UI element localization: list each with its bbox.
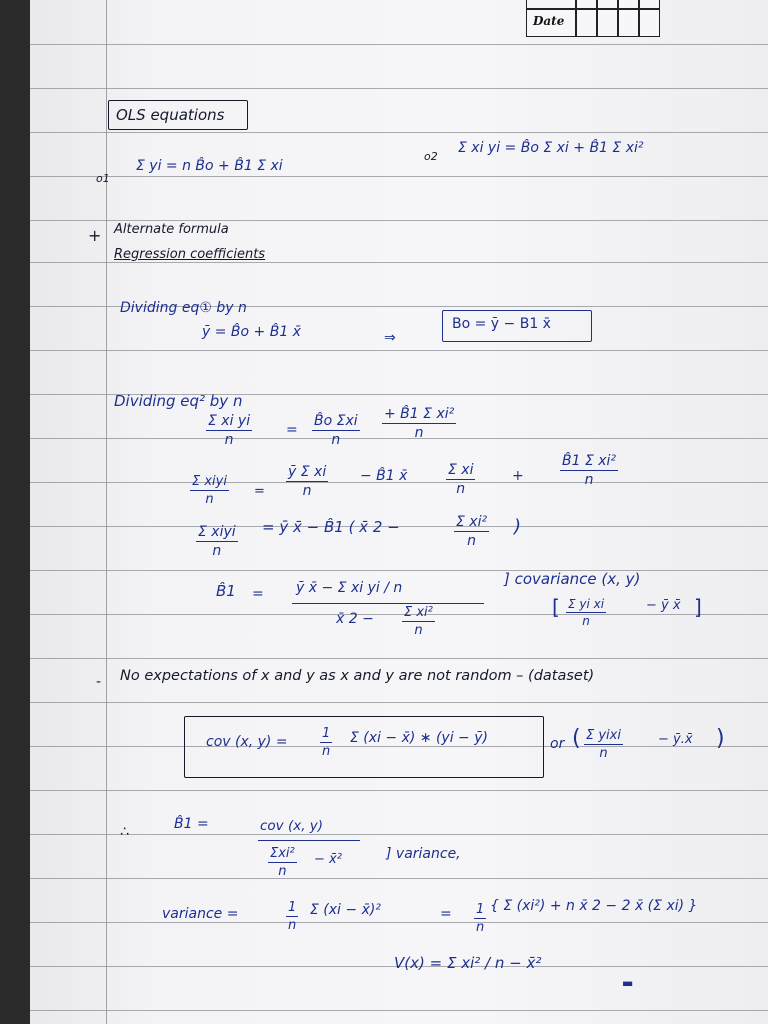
line1-lhs-fraction: [206, 413, 252, 448]
line2-right-num: B̂1 Σ xi²: [562, 453, 617, 469]
line2-lhs-den: n: [205, 492, 214, 507]
variance-one-over-n-2: [474, 902, 486, 935]
b1-equals: =: [252, 586, 264, 602]
date-box: [526, 0, 660, 37]
cov-alt-rest: − ȳ.x̄: [658, 732, 693, 747]
b1-numerator: ȳ x̄ − Σ xi yi / n: [296, 580, 403, 596]
b1-den-fraction: [402, 605, 435, 638]
line1-b0-fraction: [312, 413, 360, 448]
therefore-num: cov (x, y): [260, 818, 324, 834]
variance-equals: =: [440, 906, 452, 922]
line1-lhs-num: Σ xi yi: [208, 413, 251, 429]
alternate-heading: Alternate formula: [114, 222, 229, 237]
cov-n: n: [322, 744, 331, 759]
b1-den-den: n: [414, 623, 423, 638]
line1-b1-den: n: [414, 425, 424, 441]
line3-lhs-num: Σ xiyi: [198, 524, 236, 540]
therefore-den-rest: − x̄²: [314, 852, 342, 867]
line3-rest: = ȳ x̄ − B̂1 ( x̄ 2 −: [262, 518, 400, 536]
cov-or: or: [550, 736, 565, 752]
variance-expanded: { Σ (xi²) + n x̄ 2 − 2 x̄ (Σ xi) }: [490, 898, 698, 914]
dividing-eq1-label: Dividing eq① by n: [120, 300, 247, 316]
margin-line: [106, 0, 107, 1024]
regression-heading: Regression coefficients: [114, 247, 266, 262]
line2-right-fraction: [560, 453, 618, 488]
therefore-den-bottom: n: [278, 864, 287, 879]
line3-right-den: n: [467, 533, 476, 549]
line2-equals: =: [254, 484, 265, 499]
variance-one-over-n: [286, 900, 298, 933]
line2-mid-fraction: [286, 464, 328, 499]
cov-alt-fraction: [584, 728, 623, 761]
line3-lhs-den: n: [212, 543, 222, 559]
variance-label: variance =: [162, 906, 239, 922]
b1-side-bracket: [: [552, 595, 560, 619]
line1-b0-num: B̂o Σxi: [314, 413, 358, 429]
cov-lhs: cov (x, y) =: [206, 734, 288, 750]
line3-right-num: Σ xi²: [456, 514, 488, 530]
eq1: Σ yi = n B̂o + B̂1 Σ xi: [136, 158, 283, 174]
line1-lhs-den: n: [224, 432, 234, 448]
b1-lhs: B̂1: [216, 582, 236, 600]
b1-side-rest: − ȳ x̄: [646, 598, 681, 613]
b1-main-bar: [292, 603, 484, 604]
line1-equals: =: [286, 422, 298, 438]
b1-side-bracket-close: ]: [694, 595, 702, 619]
variance-short: V(x) = Σ xi² / n − x̄²: [394, 954, 542, 972]
page-title: OLS equations: [116, 106, 225, 124]
expectation-note: No expectations of x and y as x and y are not random – (dataset): [120, 668, 595, 684]
cov-alt-num: Σ yixi: [586, 728, 621, 743]
dash-bullet: -: [96, 674, 102, 690]
notebook-page: [30, 0, 768, 1024]
cov-one: 1: [322, 726, 331, 741]
therefore-variance-note: ] variance,: [386, 846, 461, 862]
line2-sx-fraction: [446, 462, 475, 497]
line3-close: ): [514, 516, 522, 537]
variance-n: n: [288, 918, 297, 933]
eq1-marker: o1: [96, 172, 110, 185]
line3-right-fraction: [454, 514, 489, 549]
cov-alt-den: n: [599, 746, 608, 761]
line2-sx-num: Σ xi: [448, 462, 474, 478]
plus-bullet: +: [88, 226, 102, 245]
mean-equation: ȳ = B̂o + B̂1 x̄: [202, 324, 301, 340]
therefore-den-fraction: [268, 846, 297, 879]
line3-lhs-fraction: [196, 524, 238, 559]
cov-alt-open: (: [572, 726, 581, 751]
line1-b1-fraction: [382, 406, 456, 441]
line2-right-den: n: [584, 472, 594, 488]
line1-b0-den: n: [331, 432, 341, 448]
therefore-den-top: Σxi²: [270, 846, 295, 861]
date-label: Date: [533, 14, 565, 28]
line1-b1-num: + B̂1 Σ xi²: [384, 406, 455, 422]
therefore-symbol: ∴: [120, 824, 129, 840]
line2-mid-num: ȳ Σ xi: [288, 464, 327, 480]
line2-plus: +: [512, 468, 524, 484]
implies-arrow: ⇒: [384, 330, 396, 346]
variance-n-2: n: [476, 920, 485, 935]
b1-side-num: Σ yi xi: [568, 597, 605, 611]
line2-lhs-num: Σ xiyi: [192, 474, 227, 489]
line2-minus-term: − B̂1 x̄: [360, 468, 408, 484]
cov-one-over-n: [320, 726, 332, 759]
variance-underline-mark: ▬: [622, 976, 634, 990]
b1-den-num: Σ xi²: [404, 605, 433, 620]
eq2: Σ xi yi = B̂o Σ xi + B̂1 Σ xi²: [458, 140, 644, 156]
eq2-marker: o2: [424, 150, 438, 163]
line2-sx-den: n: [456, 481, 466, 497]
cov-sum: Σ (xi − x̄) ∗ (yi − ȳ): [350, 730, 488, 746]
b1-side-fraction: [566, 597, 606, 628]
b1-covariance-note: ] covariance (x, y): [504, 570, 641, 588]
therefore-lhs: B̂1 =: [174, 816, 209, 832]
variance-sum: Σ (xi − x̄)²: [310, 902, 381, 918]
variance-one: 1: [288, 900, 297, 915]
dividing-eq2-label: Dividing eq² by n: [114, 392, 243, 410]
b1-den-a: x̄ 2 −: [336, 611, 374, 627]
line2-mid-den: n: [302, 483, 312, 499]
b0-formula: Bo = ȳ − B1 x̄: [452, 316, 551, 332]
b1-side-den: n: [582, 614, 590, 628]
line2-lhs-fraction: [190, 474, 229, 507]
cov-alt-close: ): [716, 726, 725, 751]
variance-one-2: 1: [476, 902, 485, 917]
therefore-main-bar: [258, 840, 360, 841]
